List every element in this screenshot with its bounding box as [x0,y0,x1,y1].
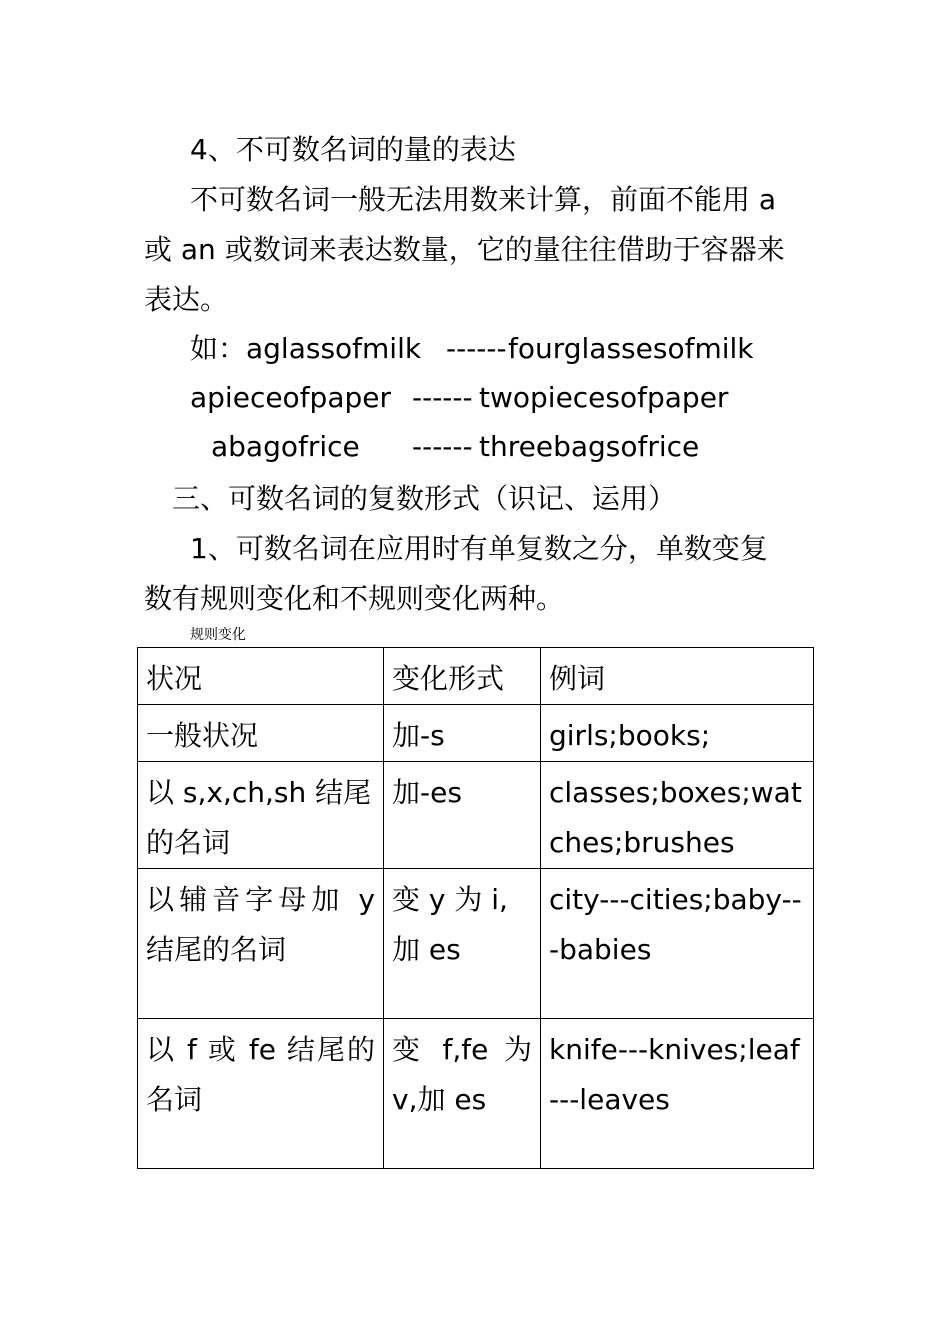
para1-line1: 不可数名词一般无法用数来计算，前面不能用 a [190,183,777,216]
cell-example: knife---knives;leaf---leaves [541,1019,814,1169]
cell-condition: 以 s,x,ch,sh 结尾的名词 [138,762,384,869]
table-header-row [138,648,814,705]
cell-example: city---cities;baby---babies [541,869,814,1019]
example-3-right: threebagsofrice [479,430,700,463]
cell-condition: 以 f 或 fe 结尾的名词 [138,1019,384,1169]
example-2-sep: ------ [412,381,473,414]
header-change: 变化形式 [384,648,541,705]
example-2-right: twopiecesofpaper [479,381,729,414]
table-row [138,1019,814,1169]
table-row [138,869,814,1019]
point1-line1: 1、可数名词在应用时有单复数之分，单数变复 [190,532,768,565]
cell-example: girls;books; [541,705,814,762]
cell-change: 加-es [384,762,541,869]
table-caption: 规则变化 [190,627,246,643]
header-condition: 状况 [138,648,384,705]
table-row [138,705,814,762]
table-row [138,762,814,869]
cell-condition: 以辅音字母加 y 结尾的名词 [138,869,384,1019]
heading: 4、不可数名词的量的表达 [190,133,516,166]
example-3-left: abagofrice [211,430,360,463]
para1-line3: 表达。 [144,283,229,316]
para1-line2: 或 an 或数词来表达数量，它的量往往借助于容器来 [144,233,785,266]
point1-line2: 数有规则变化和不规则变化两种。 [144,582,565,615]
cell-condition: 一般状况 [138,705,384,762]
plural-rules-table [137,647,814,1169]
example-2-left: apieceofpaper [190,381,391,414]
header-example: 例词 [541,648,814,705]
example-1-sep: ------ [446,332,507,365]
cell-change: 变 f,fe 为 v,加 es [384,1019,541,1169]
cell-example: classes;boxes;watches;brushes [541,762,814,869]
example-3-sep: ------ [412,430,473,463]
section-heading: 三、可数名词的复数形式（识记、运用） [172,482,677,515]
cell-change: 加-s [384,705,541,762]
cell-change: 变 y 为 i,加 es [384,869,541,1019]
example-1-right: fourglassesofmilk [508,332,754,365]
example-1-left: 如：aglassofmilk [190,332,422,365]
